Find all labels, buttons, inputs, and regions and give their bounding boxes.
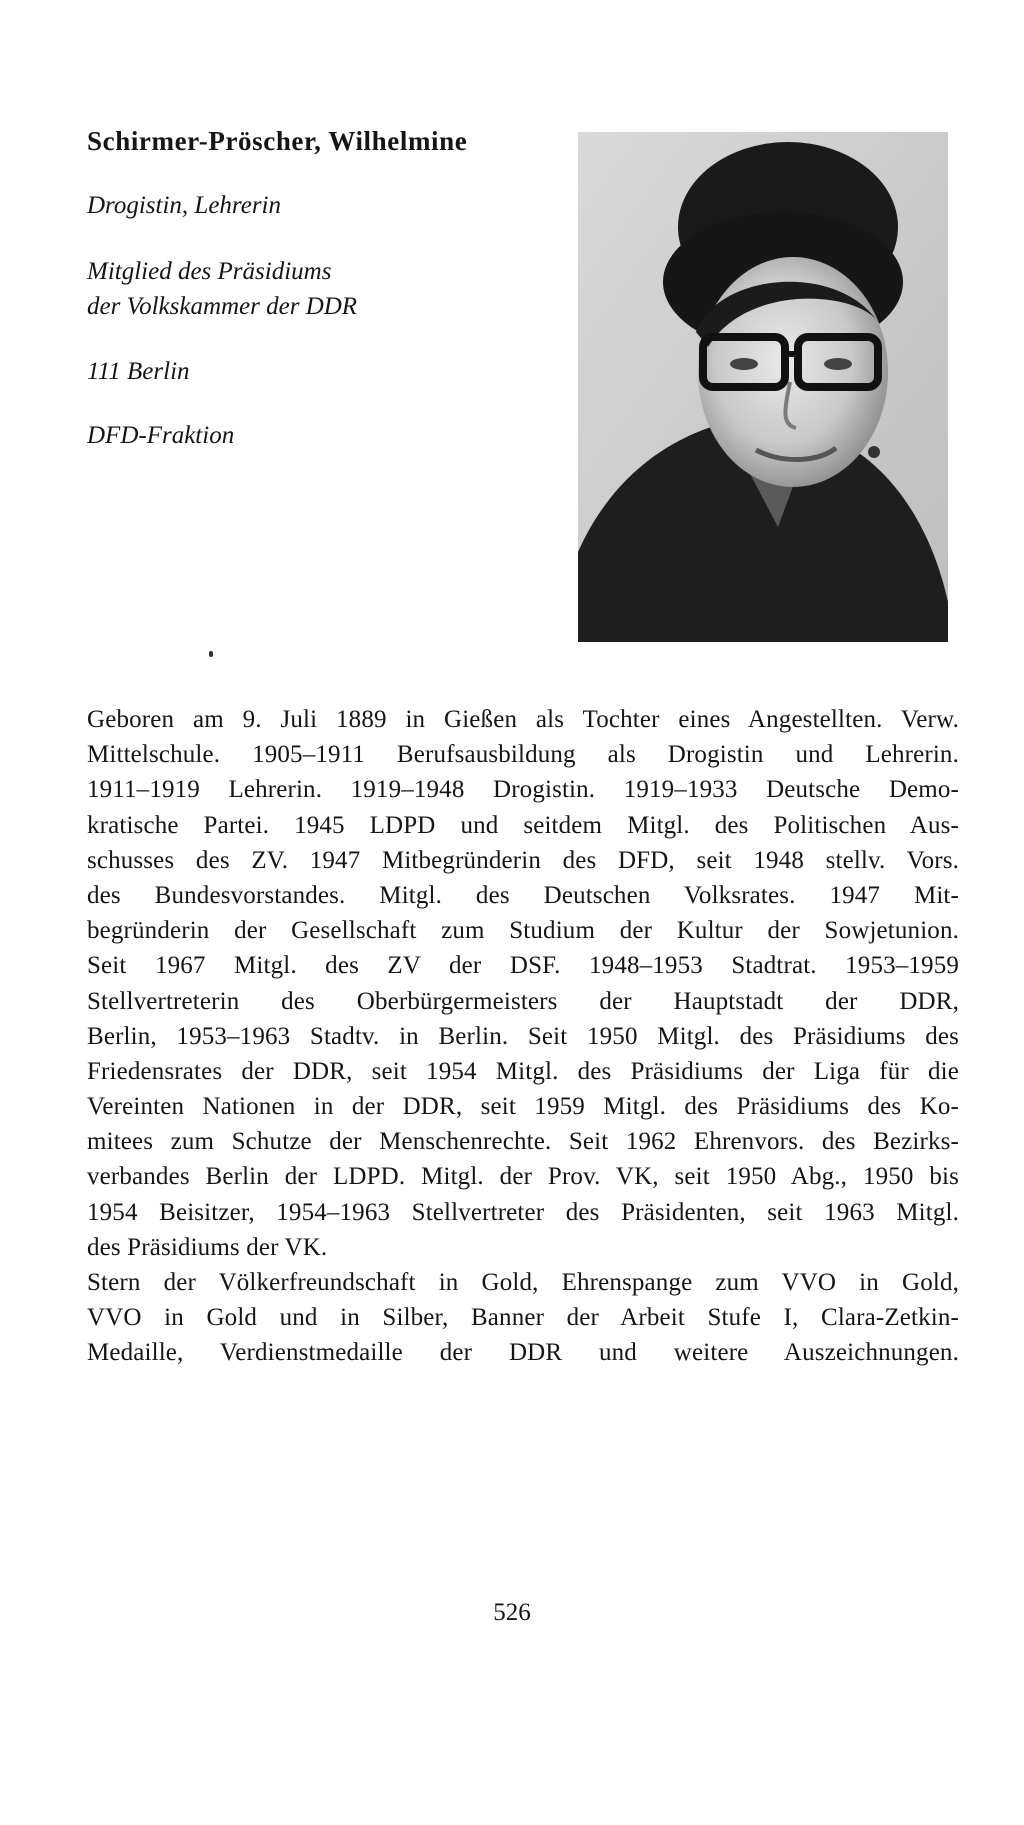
bio-line: 1911–1919 Lehrerin. 1919–1948 Drogistin. 1919–1933 Deutsche Demo- xyxy=(87,776,959,804)
bio-line: des Präsidiums der VK. xyxy=(87,1233,328,1261)
bio-line: Mittelschule. 1905–1911 Berufsausbildung als Drogistin und Lehrerin. xyxy=(87,741,959,769)
bio-line: Stellvertreterin des Oberbürgermeisters der Hauptstadt der DDR, xyxy=(87,987,959,1015)
occupation: Drogistin, Lehrerin xyxy=(87,192,281,219)
portrait-photo xyxy=(578,132,948,642)
person-name: Schirmer-Pröscher, Wilhelmine xyxy=(87,126,468,156)
bio-line: des Bundesvorstandes. Mitgl. des Deutschen Volksrates. 1947 Mit- xyxy=(87,881,959,909)
city: 111 Berlin xyxy=(87,358,190,385)
biography xyxy=(87,702,959,1371)
entry-header xyxy=(87,122,557,449)
bio-line: Geboren am 9. Juli 1889 in Gießen als Tochter eines Angestellten. Verw. xyxy=(87,706,959,733)
bio-line: Vereinten Nationen in der DDR, seit 1959 Mitgl. des Präsidiums des Ko- xyxy=(87,1093,959,1121)
bio-line: schusses des ZV. 1947 Mitbegründerin des DFD, seit 1948 stellv. Vors. xyxy=(87,846,959,874)
awards-line: Medaille, Verdienstmedaille der DDR und weitere Auszeichnungen. xyxy=(87,1339,959,1367)
function-line-2: der Volkskammer der DDR xyxy=(87,293,358,320)
bio-line: Friedensrates der DDR, seit 1954 Mitgl. des Präsidiums der Liga für die xyxy=(87,1057,959,1085)
bio-line: verbandes Berlin der LDPD. Mitgl. der Prov. VK, seit 1950 Abg., 1950 bis xyxy=(87,1163,959,1191)
awards-line: Stern der Völkerfreundschaft in Gold, Ehrenspange zum VVO in Gold, xyxy=(87,1269,959,1296)
function-line-1: Mitglied des Präsidiums xyxy=(87,258,332,285)
bio-line: Berlin, 1953–1963 Stadtv. in Berlin. Seit 1950 Mitgl. des Präsidiums des xyxy=(87,1022,959,1050)
page-number: 526 xyxy=(493,1599,531,1626)
bio-line: mitees zum Schutze der Menschenrechte. Seit 1962 Ehrenvors. des Bezirks- xyxy=(87,1128,959,1156)
faction: DFD-Fraktion xyxy=(87,422,235,449)
portrait-photo-icon xyxy=(578,132,948,642)
function xyxy=(87,254,357,324)
bio-line: Seit 1967 Mitgl. des ZV der DSF. 1948–1953 Stadtrat. 1953–1959 xyxy=(87,952,959,980)
bio-line: begründerin der Gesellschaft zum Studium der Kultur der Sowjetunion. xyxy=(87,917,959,945)
awards-line: VVO in Gold und in Silber, Banner der Arbeit Stufe I, Clara-Zetkin- xyxy=(87,1304,959,1332)
bio-line: kratische Partei. 1945 LDPD und seitdem Mitgl. des Politischen Aus- xyxy=(87,811,959,839)
bio-line: 1954 Beisitzer, 1954–1963 Stellvertreter des Präsidenten, seit 1963 Mitgl. xyxy=(87,1198,959,1226)
print-speck xyxy=(209,651,213,657)
